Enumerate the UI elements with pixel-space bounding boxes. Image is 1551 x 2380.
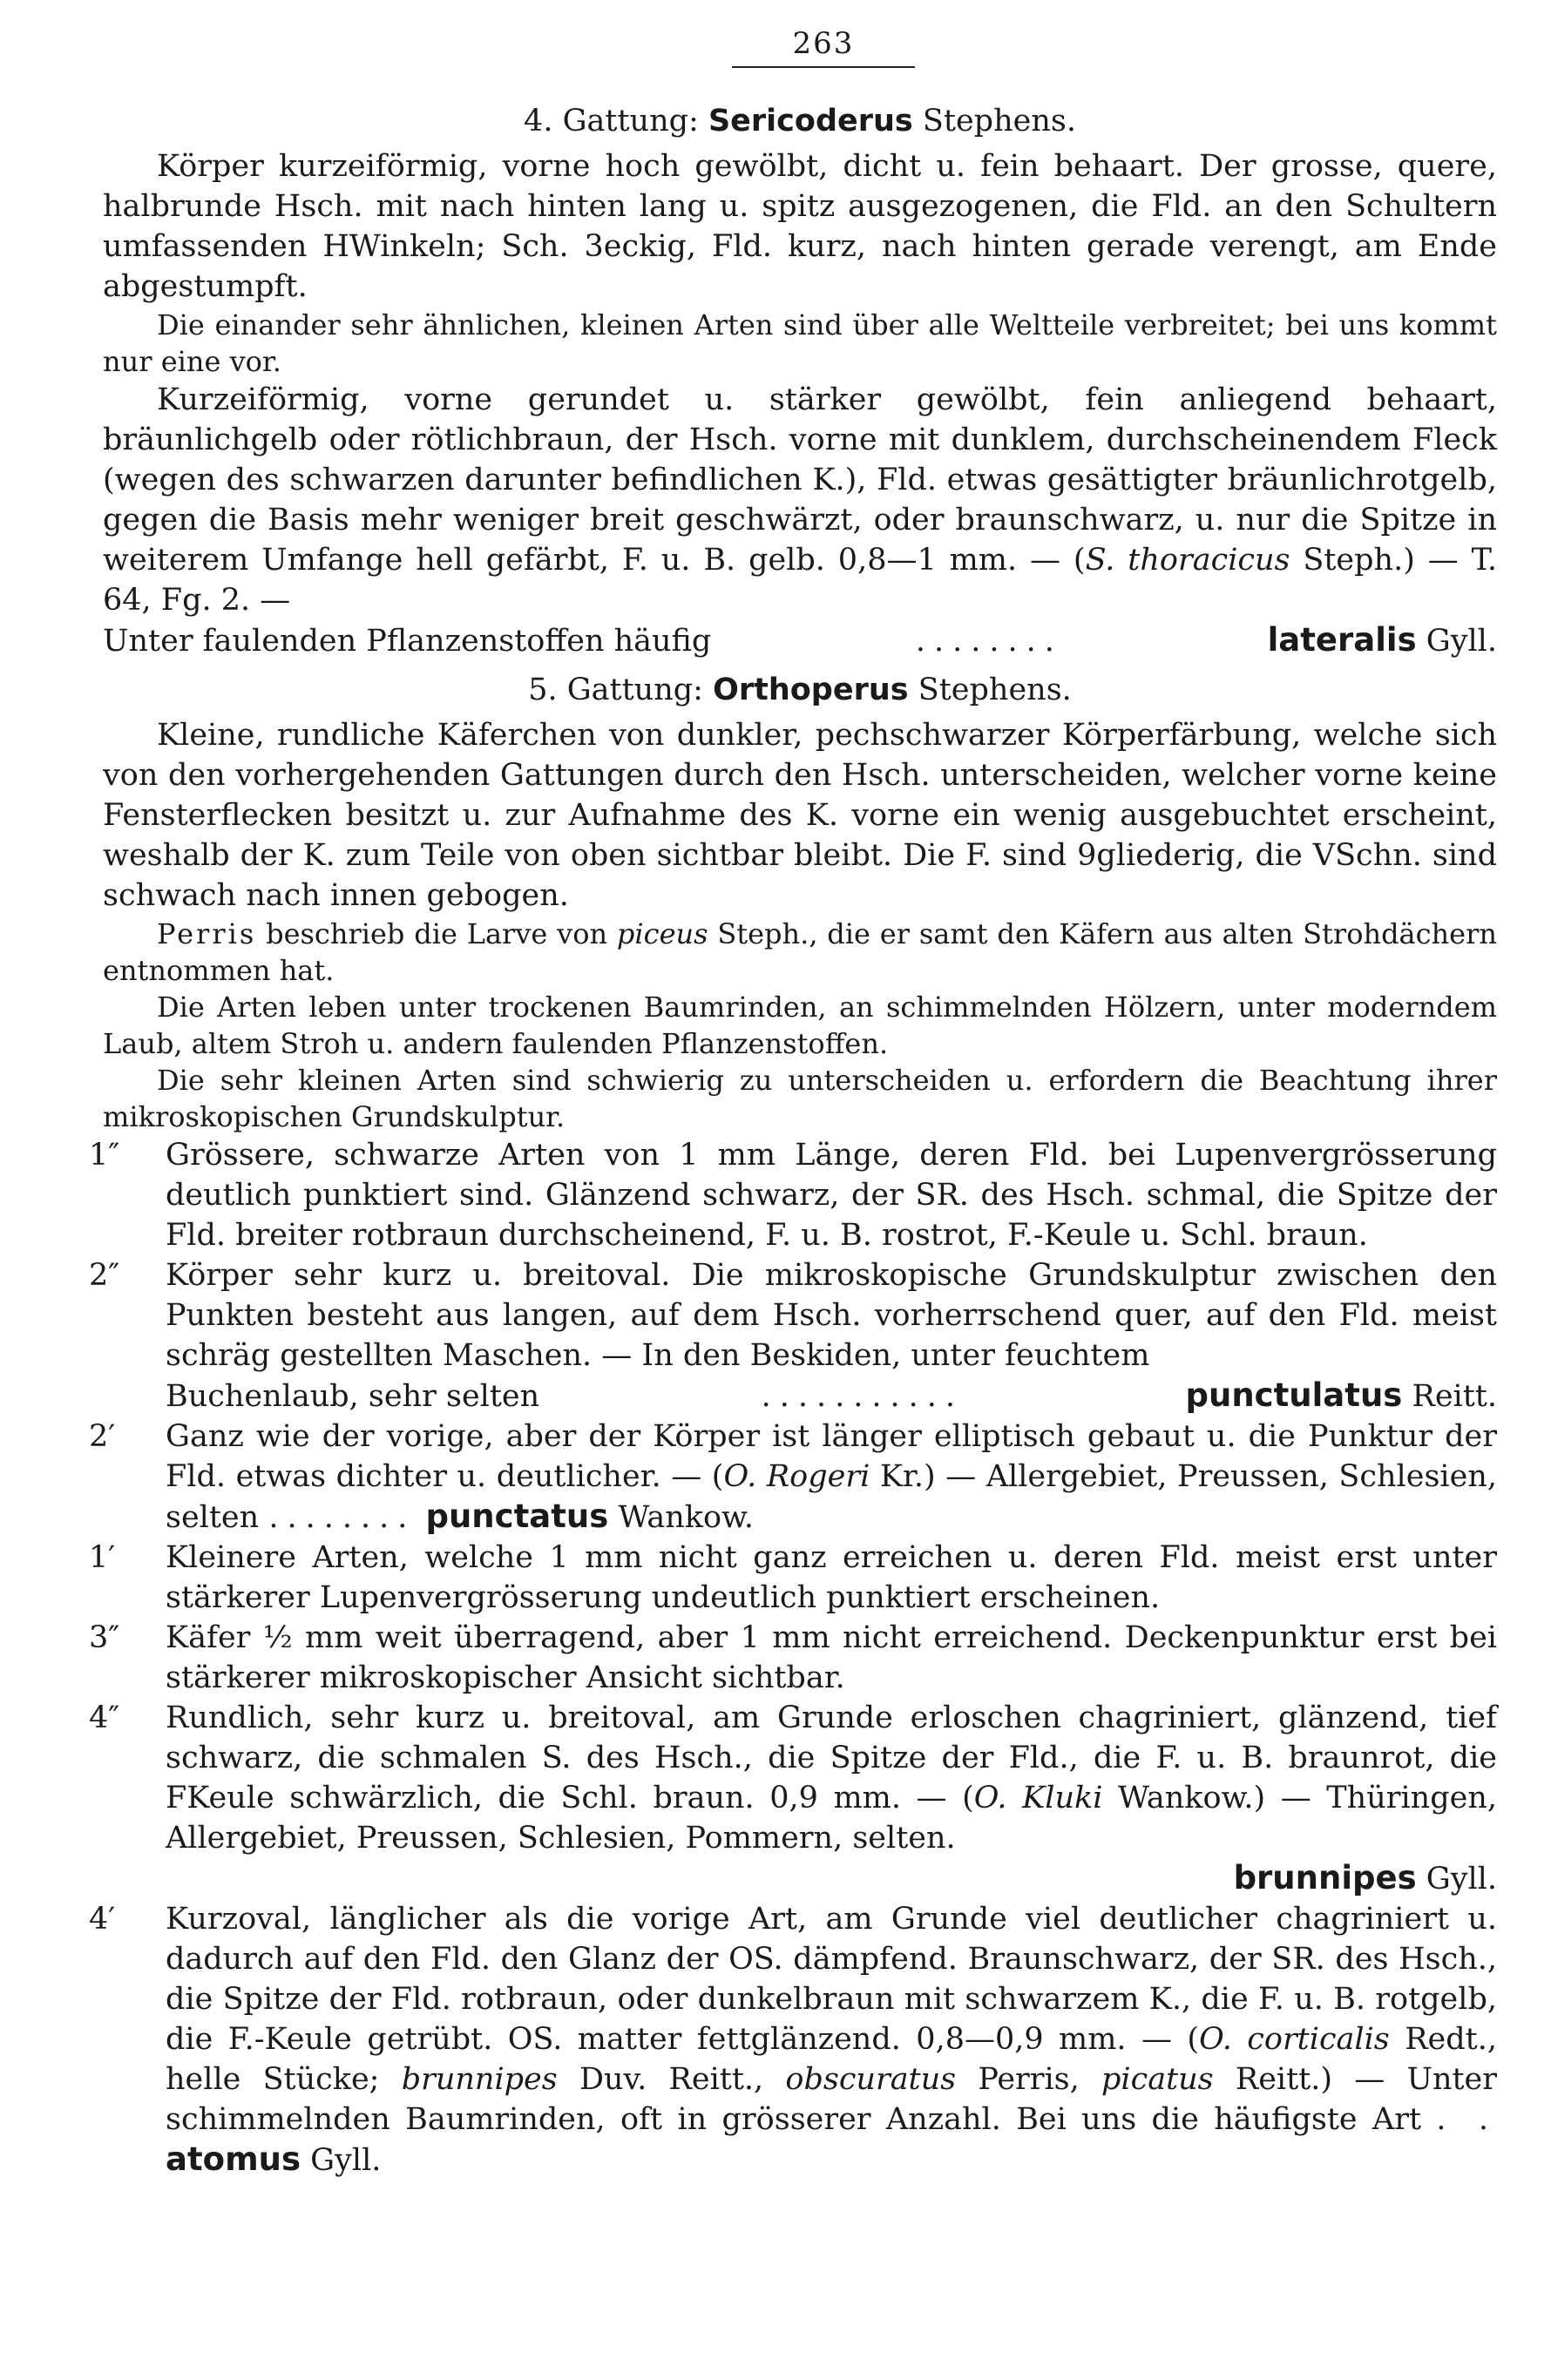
key-text-a: Kurzoval, länglicher als die vorige Art, am Grunde viel deutlicher chagriniert u. dadurch auf den Fld. den Glanz der OS. dämpfend. Braunschwarz, der SR. des Hsch., die Spitze der Fld. rotbraun, oder dunkelbraun mit schwarzem K., die F. u. B. rotgelb, die F.-Keule getrübt. OS. matter fettglänzend. 0,8—0,9 mm. — (	[166, 1902, 1497, 2057]
synonym: O. Kluki	[973, 1781, 1103, 1815]
author-perris: Perris	[157, 917, 257, 950]
synonym: O. corticalis	[1199, 2022, 1390, 2057]
key-entry-4b	[89, 1899, 1498, 2181]
species-description: Kurzeiförmig, vorne gerundet u. stärker gewölbt, fein anliegend behaart, bräunlichgelb oder rötlichbraun, der Hsch. vorne mit dunklem, durchscheinendem Fleck (wegen des schwarzen darunter befindlichen K.), Fld. etwas gesättigter bräunlichrotgelb, gegen die Basis mehr weniger breit geschwärzt, oder braunschwarz, u. nur die Spitze in weiterem Umfange hell gefärbt, F. u. B. gelb. 0,8—1 mm. — (	[103, 382, 1497, 578]
key-text-e: Reitt.) — Unter schimmelnden Baumrinden, oft in grösserer Anzahl. Bei uns die häufigste Art	[166, 2062, 1498, 2137]
page-number: 263	[732, 26, 915, 68]
key-text-b: Redt., helle Stücke;	[166, 2022, 1497, 2097]
species-name: atomus	[166, 2140, 301, 2178]
genus-heading-orthoperus	[103, 670, 1497, 710]
species-name: brunnipes	[1233, 1859, 1417, 1897]
species-name: punctatus	[425, 1498, 609, 1535]
synonym: O. Rogeri	[723, 1459, 870, 1494]
species-author: Gyll.	[1426, 1862, 1497, 1897]
key-text-a: Rundlich, sehr kurz u. breitoval, am Grunde erloschen chagriniert, glänzend, tief schwarz, die schmalen S. des Hsch., die Spitze der Fld., die F. u. B. braunrot, die FKeule schwärzlich, die Schl. braun. 0,9 mm. — (	[166, 1700, 1497, 1815]
key-number: 1′	[89, 1540, 116, 1575]
synonym: picatus	[1101, 2062, 1214, 2097]
genus-note: Die einander sehr ähnlichen, kleinen Arten sind über alle Weltteile verbreitet; bei uns kommt nur eine vor.	[103, 308, 1497, 378]
synonym: obscuratus	[785, 2062, 957, 2097]
key-text-b: Kr.) — Allergebiet, Preussen, Schlesien, selten	[166, 1459, 1497, 1535]
genus-heading-sericoderus	[103, 101, 1497, 141]
genus-habitat: Die Arten leben unter trockenen Baumrinden, an schimmelnden Hölzern, unter moderndem Laub, altem Stroh u. andern faulenden Pflanzenstoffen.	[103, 991, 1497, 1060]
leader-dots: ........	[915, 624, 1063, 659]
species-habitat: Unter faulenden Pflanzenstoffen häufig	[103, 624, 712, 659]
leader-dots: ...........	[761, 1379, 965, 1414]
genus-author: Stephens.	[922, 104, 1076, 139]
key-text-d: Perris,	[956, 2062, 1101, 2097]
synonym: brunnipes	[401, 2062, 558, 2097]
genus-larva-note	[103, 916, 1497, 989]
genus-prefix: 4. Gattung:	[524, 104, 699, 139]
genus-name: Sericoderus	[708, 104, 913, 139]
key-text: Körper sehr kurz u. breitoval. Die mikroskopische Grundskulptur zwischen den Punkten besteht aus langen, auf dem Hsch. vorherrschend quer, auf den Fld. meist schräg gestellten Maschen. — In den Beskiden, unter feuchtem	[166, 1258, 1497, 1373]
species-line-lateralis	[103, 620, 1497, 661]
species-author: Wankow.	[618, 1500, 754, 1535]
key-entry-2a	[89, 1255, 1497, 1417]
synonym: S. thoracicus	[1085, 543, 1290, 578]
key-number: 2′	[89, 1419, 116, 1454]
key-text: Grössere, schwarze Arten von 1 mm Länge, deren Fld. bei Lupenvergrösserung deutlich punktiert sind. Glänzend schwarz, der SR. des Hsch. schmal, die Spitze der Fld. breiter rotbraun durchscheinend, F. u. B. rostrot, F.-Keule u. Schl. braun.	[166, 1138, 1497, 1253]
key-text-c: Duv. Reitt.,	[557, 2062, 786, 2097]
species-author: Reitt.	[1412, 1379, 1497, 1414]
page-body	[89, 98, 1498, 2181]
species-line-brunnipes	[166, 1858, 1497, 1899]
species-habitat: Buchenlaub, sehr selten	[166, 1379, 540, 1414]
key-number: 2″	[89, 1258, 120, 1293]
species-description-cont: Steph.) — T. 64, Fg. 2. —	[103, 543, 1497, 618]
genus-name: Orthoperus	[713, 673, 909, 707]
species-line-punctulatus	[166, 1376, 1497, 1417]
species-author: Gyll.	[310, 2143, 382, 2178]
genus-author: Stephens.	[918, 673, 1072, 707]
key-number: 3″	[89, 1620, 120, 1655]
key-entry-3a	[89, 1618, 1497, 1698]
genus-description: Kleine, rundliche Käferchen von dunkler, pechschwarzer Körperfärbung, welche sich von den vorhergehenden Gattungen durch den Hsch. unterscheiden, welcher vorne keine Fensterflecken besitzt u. zur Aufnahme des K. vorne ein wenig ausgebuchtet erscheint, weshalb der K. zum Teile von oben sichtbar bleibt. Die F. sind 9gliederig, die VSchn. sind schwach nach innen gebogen.	[103, 718, 1497, 913]
key-entry-1b	[89, 1538, 1497, 1618]
genus-note: Die sehr kleinen Arten sind schwierig zu unterscheiden u. erfordern die Beachtung ihrer mikroskopischen Grundskulptur.	[103, 1064, 1497, 1133]
key-entry-4a	[89, 1698, 1497, 1899]
species-name: lateralis	[1267, 621, 1417, 659]
leader-dots: ........	[268, 1500, 417, 1535]
key-text-b: Wankow.) — Thüringen, Allergebiet, Preussen, Schlesien, Pommern, selten.	[166, 1781, 1497, 1856]
species-ref: piceus	[616, 917, 708, 950]
species-entry-lateralis	[103, 380, 1497, 620]
key-number: 4″	[89, 1700, 120, 1735]
key-text	[166, 1899, 1497, 2181]
key-text: Käfer ½ mm weit überragend, aber 1 mm nicht erreichend. Deckenpunktur erst bei stärkerer mikroskopischer Ansicht sichtbar.	[166, 1620, 1497, 1695]
species-author: Gyll.	[1426, 624, 1497, 659]
larva-text: beschrieb die Larve von	[256, 917, 617, 950]
key-text	[166, 1417, 1497, 1538]
leader-dots: . .	[1436, 2102, 1497, 2137]
key-text-a: Ganz wie der vorige, aber der Körper ist länger elliptisch gebaut u. die Punktur der Fld. etwas dichter u. deutlicher. — (	[166, 1419, 1497, 1494]
key-text: Kleinere Arten, welche 1 mm nicht ganz erreichen u. deren Fld. meist erst unter stärkerer Lupenvergrösserung undeutlich punktiert erscheinen.	[166, 1540, 1497, 1615]
key-entry-2b	[89, 1417, 1497, 1538]
key-text	[166, 1698, 1497, 1858]
species-name: punctulatus	[1185, 1376, 1403, 1414]
larva-text-cont: Steph., die er samt den Käfern aus alten Strohdächern entnommen hat.	[103, 917, 1498, 987]
key-number: 1″	[89, 1138, 120, 1173]
key-entry-1a	[89, 1135, 1497, 1255]
genus-prefix: 5. Gattung:	[528, 673, 703, 707]
key-number: 4′	[89, 1902, 116, 1937]
genus-description: Körper kurzeiförmig, vorne hoch gewölbt, dicht u. fein behaart. Der grosse, quere, halbrunde Hsch. mit nach hinten lang u. spitz ausgezogenen, die Fld. an den Schultern umfassenden HWinkeln; Sch. 3eckig, Fld. kurz, nach hinten gerade verengt, am Ende abgestumpft.	[103, 149, 1497, 304]
